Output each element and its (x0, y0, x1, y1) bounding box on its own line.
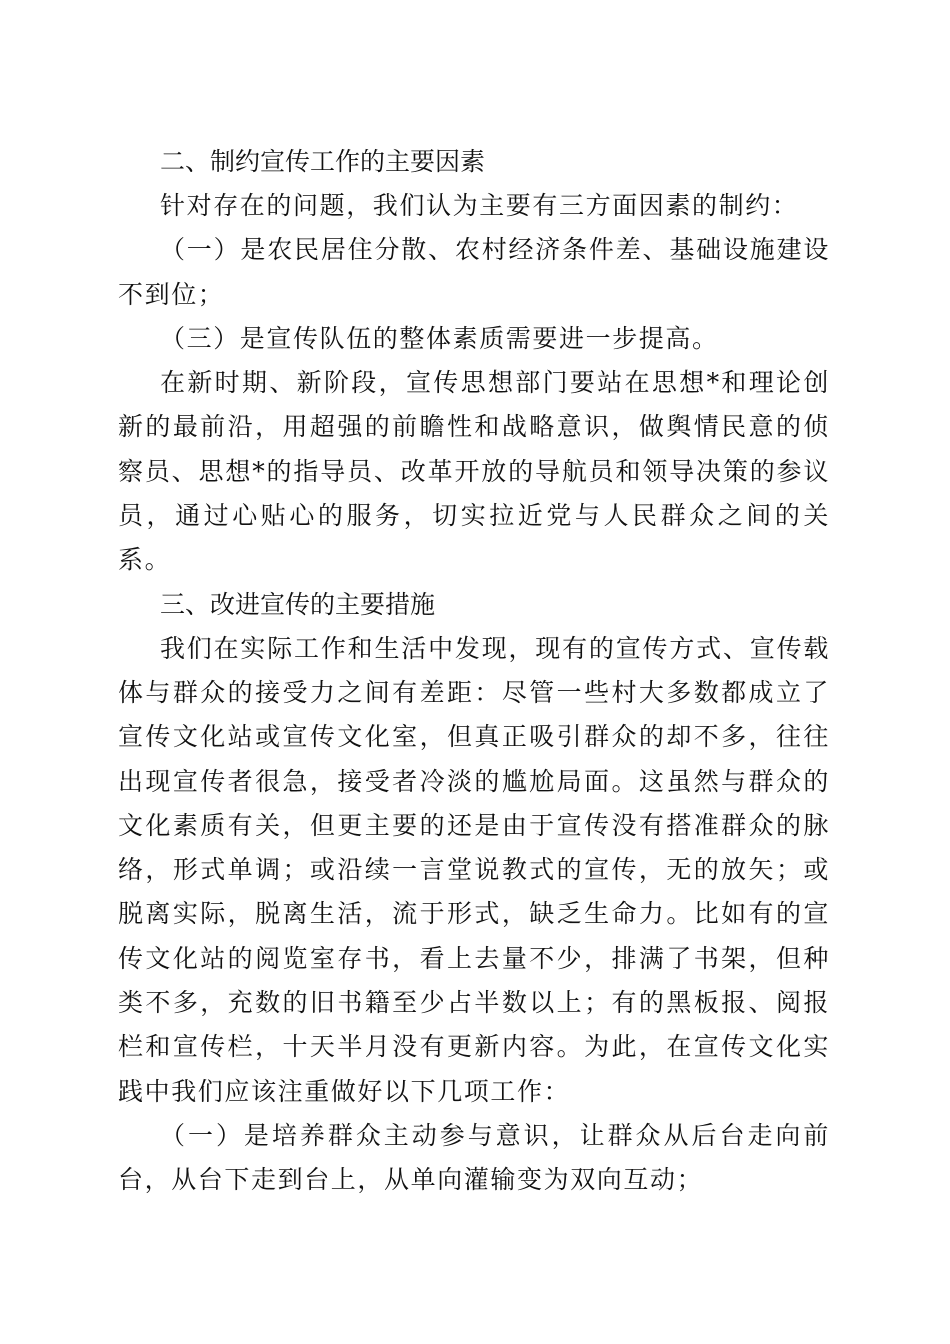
section-2-item-1: （一）是农民居住分散、农村经济条件差、基础设施建设不到位； (118, 235, 830, 309)
section-2-heading: 二、制约宣传工作的主要因素 (160, 147, 486, 176)
section-2-item-3: （三）是宣传队伍的整体素质需要进一步提高。 (160, 323, 719, 353)
section-3-paragraph: 我们在实际工作和生活中发现，现有的宣传方式、宣传载体与群众的接受力之间有差距：尽管一些村大多数都成立了宣传文化站或宣传文化室，但真正吸引群众的却不多，往往出现宣传者很急，接受者冷淡的尴尬局面。这虽然与群众的文化素质有关，但更主要的还是由于宣传没有搭准群众的脉络，形式单调；或沿续一言堂说教式的宣传，无的放矢；或脱离实际，脱离生活，流于形式，缺乏生命力。比如有的宣传文化站的阅览室存书，看上去量不少，排满了书架，但种类不多，充数的旧书籍至少占半数以上；有的黑板报、阅报栏和宣传栏，十天半月没有更新内容。为此，在宣传文化实践中我们应该注重做好以下几项工作： (118, 633, 830, 1106)
document-body (118, 140, 830, 1203)
section-2-intro: 针对存在的问题，我们认为主要有三方面因素的制约： (160, 191, 799, 220)
section-3-item-1: （一）是培养群众主动参与意识，让群众从后台走向前台，从台下走到台上，从单向灌输变为双向互动； (118, 1120, 830, 1195)
section-2-paragraph: 在新时期、新阶段，宣传思想部门要站在思想*和理论创新的最前沿，用超强的前瞻性和战略意识，做舆情民意的侦察员、思想*的指导员、改革开放的导航员和领导决策的参议员，通过心贴心的服务，切实拉近党与人民群众之间的关系。 (118, 368, 830, 575)
section-3-heading: 三、改进宣传的主要措施 (160, 589, 436, 619)
